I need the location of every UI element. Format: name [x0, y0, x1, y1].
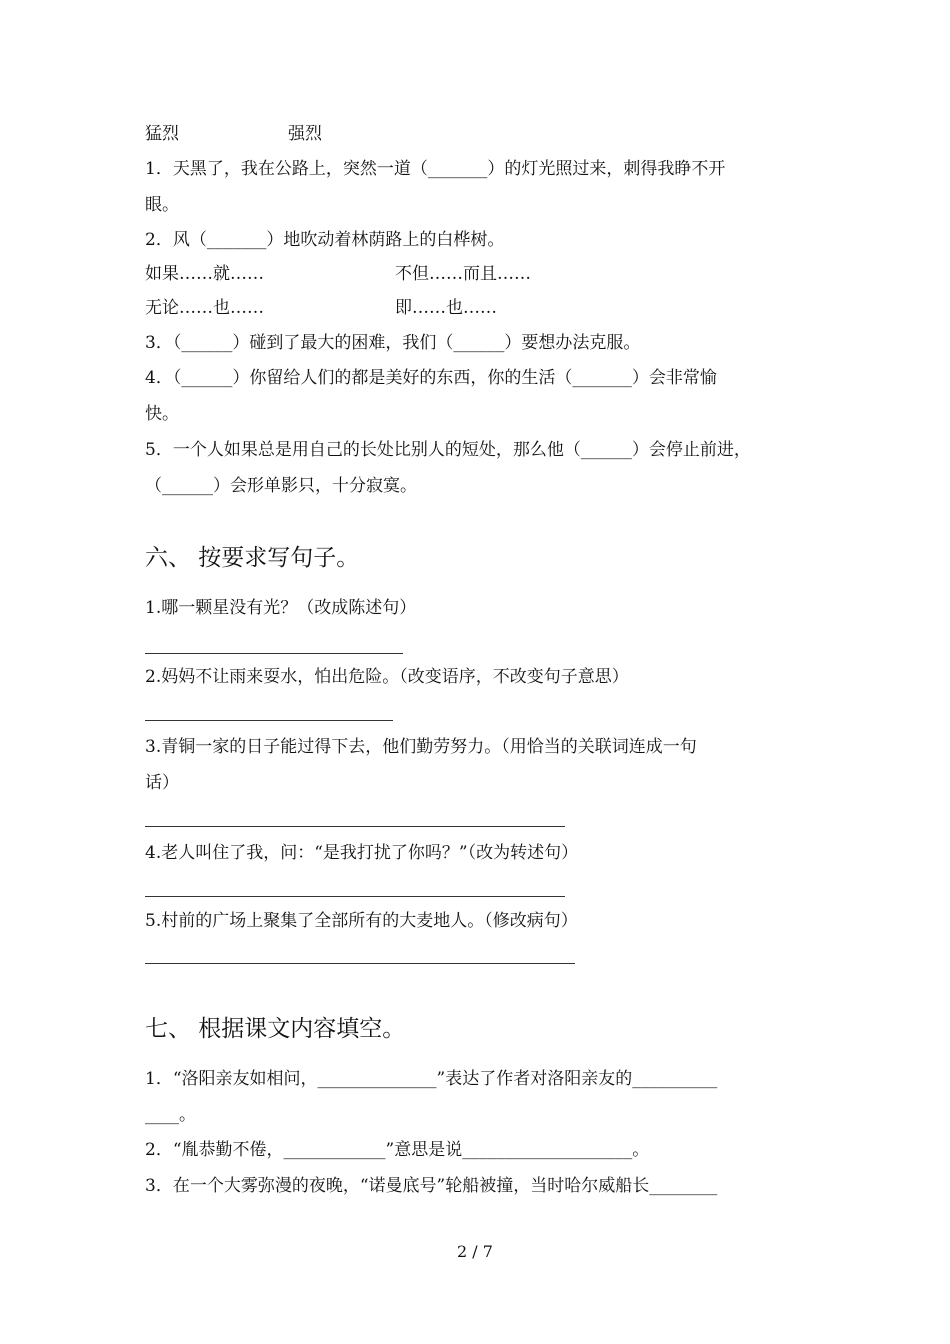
- answer-line[interactable]: [145, 653, 403, 654]
- conjunction-option: 无论……也……: [145, 298, 264, 318]
- question-1-line-2: 眼。: [145, 195, 179, 215]
- word-option: 猛烈: [145, 124, 179, 144]
- question-3: 3．（______）碰到了最大的困难，我们（______）要想办法克服。: [145, 333, 641, 353]
- rewrite-question-4: 4.老人叫住了我，问：“是我打扰了你吗？”（改为转述句）: [145, 843, 579, 863]
- fill-question-1-line-2: ____。: [145, 1105, 196, 1125]
- section-7-heading: 七、 根据课文内容填空。: [145, 1016, 406, 1042]
- rewrite-question-5: 5.村前的广场上聚集了全部所有的大麦地人。（修改病句）: [145, 911, 578, 931]
- conjunction-row: [145, 297, 497, 319]
- section-6-heading: 六、 按要求写句子。: [145, 545, 360, 571]
- conjunction-row: [145, 263, 531, 285]
- answer-line[interactable]: [145, 720, 393, 721]
- page-number: 2 / 7: [457, 1242, 493, 1261]
- fill-question-2: 2．“胤恭勤不倦，____________”意思是说____________________。: [145, 1140, 650, 1160]
- conjunction-option: 如果……就……: [145, 264, 264, 284]
- rewrite-question-3-line-2: 话）: [145, 773, 179, 793]
- word-option: 强烈: [288, 124, 322, 144]
- conjunction-option: 不但……而且……: [395, 264, 531, 284]
- question-5-line-1: 5．一个人如果总是用自己的长处比别人的短处，那么他（______）会停止前进，: [145, 440, 751, 460]
- answer-line[interactable]: [145, 896, 565, 897]
- answer-line[interactable]: [145, 963, 575, 964]
- word-bank-row: [145, 123, 322, 145]
- question-4-line-1: 4．（______）你留给人们的都是美好的东西，你的生活（_______）会非常愉: [145, 368, 717, 388]
- fill-question-1-line-1: 1．“洛阳亲友如相问，______________”表达了作者对洛阳亲友的__________: [145, 1069, 718, 1089]
- rewrite-question-2: 2.妈妈不让雨来耍水，怕出危险。（改变语序，不改变句子意思）: [145, 667, 629, 687]
- question-1-line-1: 1．天黑了，我在公路上，突然一道（_______）的灯光照过来，刺得我睁不开: [145, 159, 726, 179]
- rewrite-question-3-line-1: 3.青铜一家的日子能过得下去，他们勤劳努力。（用恰当的关联词连成一句: [145, 737, 697, 757]
- answer-line[interactable]: [145, 826, 565, 827]
- question-5-line-2: （______）会形单影只，十分寂寞。: [145, 476, 417, 496]
- question-2: 2．风（_______）地吹动着林荫路上的白桦树。: [145, 230, 505, 250]
- fill-question-3: 3．在一个大雾弥漫的夜晚，“诺曼底号”轮船被撞，当时哈尔威船长________: [145, 1176, 718, 1196]
- conjunction-option: 即……也……: [395, 298, 497, 318]
- rewrite-question-1: 1.哪一颗星没有光？（改成陈述句）: [145, 598, 417, 618]
- question-4-line-2: 快。: [145, 404, 179, 424]
